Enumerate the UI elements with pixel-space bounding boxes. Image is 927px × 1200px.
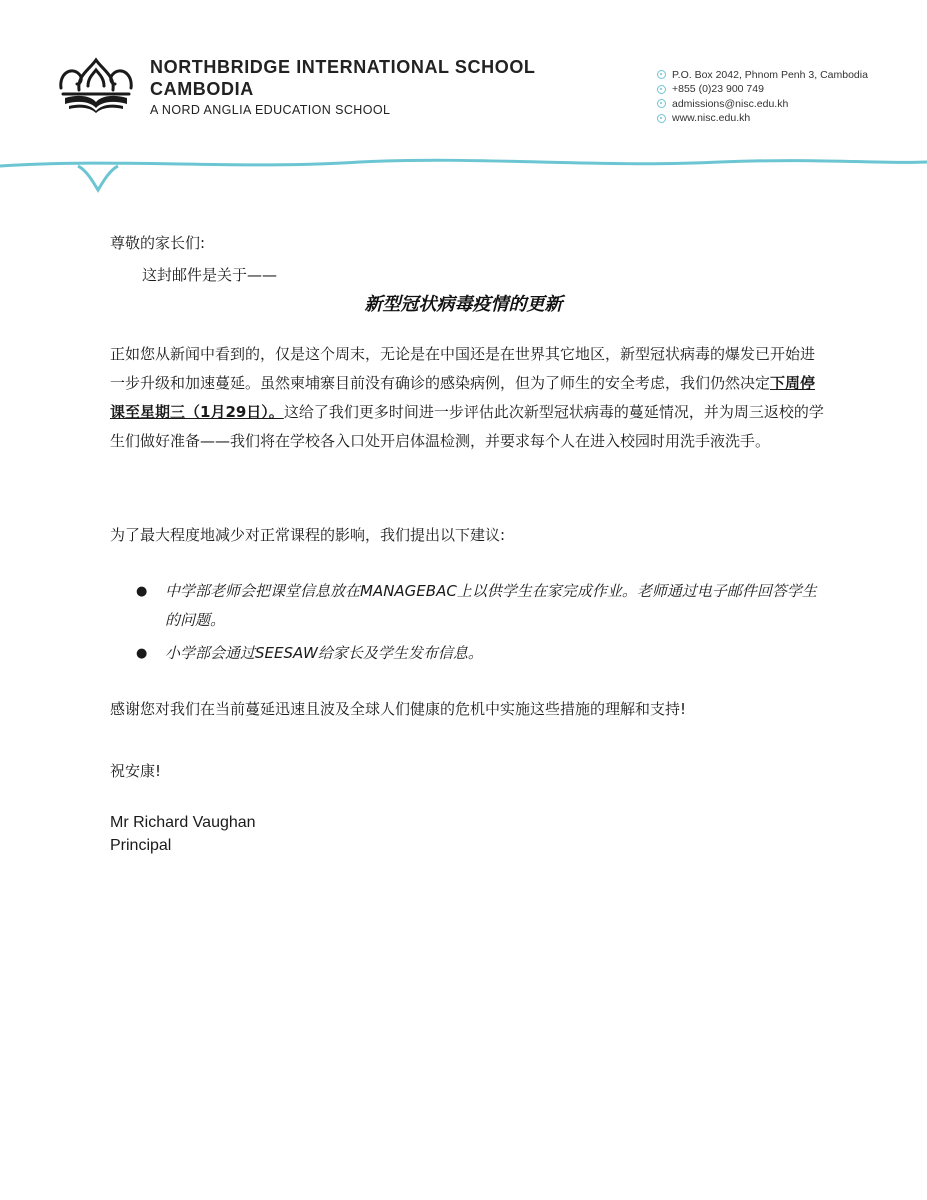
closure-notice: 下周停课至星期三（1月29日）。 bbox=[110, 374, 816, 421]
paragraph-recommendations: 为了最大程度地减少对正常课程的影响，我们提出以下建议: bbox=[110, 526, 506, 544]
recommendation-list bbox=[136, 577, 826, 672]
intro-line: 这封邮件是关于—— bbox=[142, 266, 278, 284]
thanks-paragraph: 感谢您对我们在当前蔓延迅速且波及全球人们健康的危机中实施这些措施的理解和支持! bbox=[110, 700, 687, 718]
salutation: 尊敬的家长们: bbox=[110, 234, 206, 252]
contact-email[interactable]: admissions@nisc.edu.kh bbox=[657, 97, 868, 111]
letter-headline: 新型冠状病毒疫情的更新 bbox=[364, 294, 563, 315]
school-crest-logo bbox=[55, 54, 137, 114]
school-name-line1: NORTHBRIDGE INTERNATIONAL SCHOOL bbox=[150, 57, 536, 77]
closing-line: 祝安康! bbox=[110, 762, 162, 780]
web-icon bbox=[657, 114, 666, 123]
signer-name: Mr Richard Vaughan bbox=[110, 814, 256, 831]
school-name-line2: CAMBODIA bbox=[150, 79, 254, 99]
email-icon bbox=[657, 99, 666, 108]
contact-website[interactable]: www.nisc.edu.kh bbox=[657, 112, 868, 126]
school-name-block bbox=[150, 56, 536, 117]
contact-address: P.O. Box 2042, Phnom Penh 3, Cambodia bbox=[657, 68, 868, 82]
contact-phone: +855 (0)23 900 749 bbox=[657, 83, 868, 97]
paragraph-announcement: 正如您从新闻中看到的，仅是这个周末，无论是在中国还是在世界其它地区，新型冠状病毒的爆发已开始进一步升级和加速蔓延。虽然柬埔寨目前没有确诊的感染病例，但为了师生的安全考虑，我们仍然决定下周停课至星期三（1月29日）。这给了我们更多时间进一步评估此次新型冠状病毒的蔓延情况，并为周三返校的学生们做好准备——我们将在学校各入口处开启体温检测，并要求每个人在进入校园时用洗手液洗手。 bbox=[110, 345, 824, 450]
bullet-dot-icon: ● bbox=[136, 584, 148, 599]
contact-block bbox=[657, 68, 868, 126]
signer-title: Principal bbox=[110, 837, 172, 854]
list-item: ● 中学部老师会把课堂信息放在MANAGEBAC上以供学生在家完成作业。老师通过电子邮件回答学生的问题。 bbox=[136, 577, 826, 635]
signature-block bbox=[110, 811, 256, 857]
school-affiliation: A NORD ANGLIA EDUCATION SCHOOL bbox=[150, 103, 391, 117]
phone-icon bbox=[657, 85, 666, 94]
header-wave-divider bbox=[0, 150, 927, 200]
bullet-dot-icon: ● bbox=[136, 646, 148, 661]
location-icon bbox=[657, 70, 666, 79]
list-item: ● 小学部会通过SEESAW给家长及学生发布信息。 bbox=[136, 639, 826, 668]
